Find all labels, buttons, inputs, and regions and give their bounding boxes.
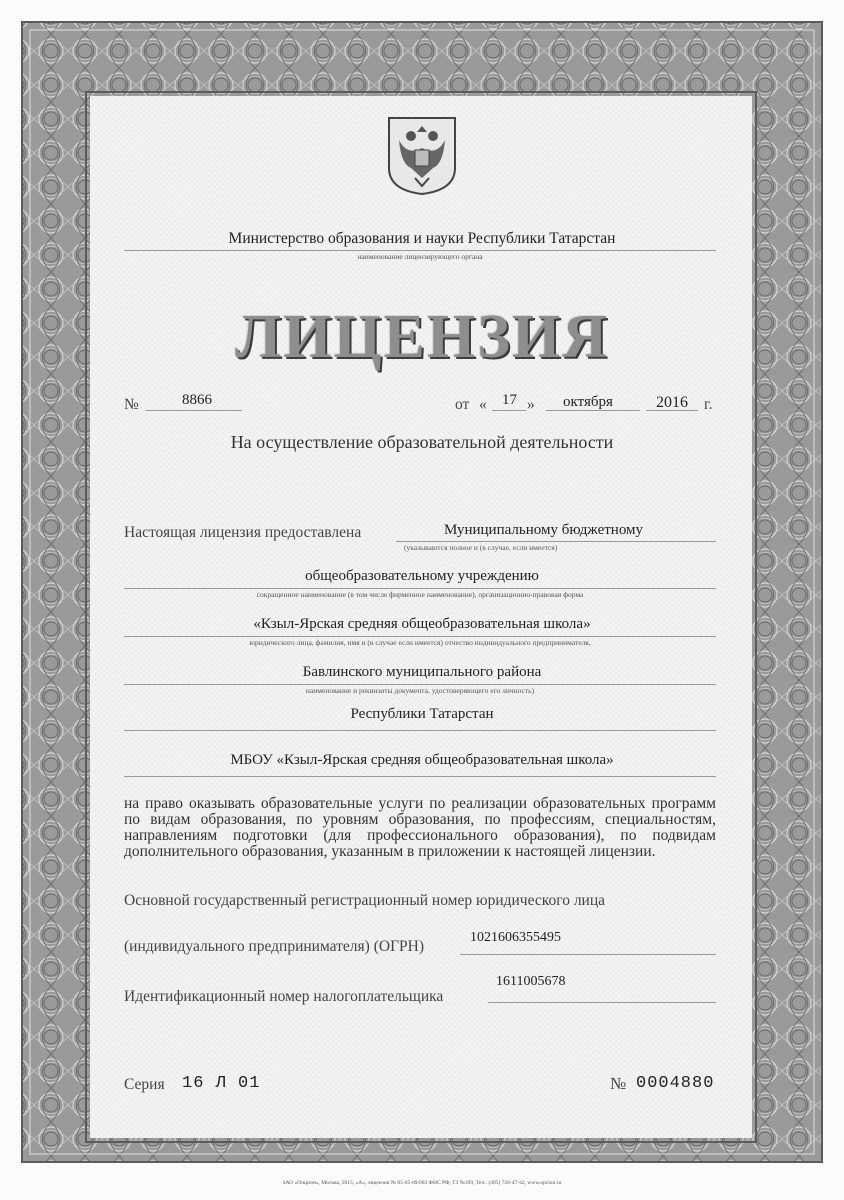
inn-value: 1611005678 xyxy=(496,974,566,989)
form-number: 0004880 xyxy=(636,1074,715,1093)
series-value: 16 Л 01 xyxy=(182,1074,261,1093)
month-underline xyxy=(546,410,640,411)
license-scope-text: на право оказывать образовательные услуги по реализации образовательных программ по видам образования, по уровням образования, по профессиям, специальностям, направлениям подготовки (для профессионального образования), по подвидам дополнительного образования, указанным в приложении к настоящей лицензии. xyxy=(124,795,716,860)
holder-line5-underline xyxy=(124,730,716,731)
coat-of-arms-emblem xyxy=(387,116,457,196)
holder-name-line4: Бавлинского муниципального района xyxy=(302,664,542,680)
holder-line2-underline xyxy=(124,588,716,589)
holder-line3-underline xyxy=(124,636,716,637)
date-quote-open: « xyxy=(479,396,487,413)
printer-imprint: ЗАО «Опцион», Москва, 2015, «А», лицензия № 05-05-09/003 ФНС РФ, ТЗ №399, Тел.: (495) 726-47-42, www.opcion.ru xyxy=(282,1180,562,1186)
number-underline xyxy=(146,410,242,411)
number-label: № xyxy=(124,396,139,413)
date-from-label: от xyxy=(455,396,470,413)
holder-line6-underline xyxy=(124,776,716,777)
license-purpose: На осуществление образовательной деятельности xyxy=(230,432,614,452)
date-quote-close: » xyxy=(527,396,535,413)
inn-underline xyxy=(488,1002,716,1003)
authority-underline xyxy=(124,250,716,251)
holder-short-name: МБОУ «Кзыл-Ярская средняя общеобразовательная школа» xyxy=(230,752,614,768)
license-year: 2016 xyxy=(656,394,688,411)
license-day: 17 xyxy=(502,392,517,408)
ogrn-label-line1: Основной государственный регистрационный номер юридического лица xyxy=(124,892,606,909)
series-label: Серия xyxy=(124,1076,165,1093)
year-underline xyxy=(646,410,698,411)
holder-caption3: юридического лица, фамилия, имя и (в случае если имеется) отчество индивидуального предпринимателя, xyxy=(249,638,591,647)
authority-caption: наименование лицензирующего органа xyxy=(357,252,483,261)
holder-caption2: сокращенное наименование (в том числе фирменное наименование), организационно-правовая форма xyxy=(256,590,584,599)
ogrn-underline xyxy=(460,954,716,955)
holder-name-line2: общеобразовательному учреждению xyxy=(305,568,539,584)
ogrn-value: 1021606355495 xyxy=(470,930,561,945)
licensing-authority: Министерство образования и науки Республики Татарстан xyxy=(228,230,616,247)
day-underline xyxy=(492,410,526,411)
holder-name-line3: «Кзыл-Ярская средняя общеобразовательная школа» xyxy=(253,616,591,632)
holder-name-line5: Республики Татарстан xyxy=(350,706,494,722)
document-title: ЛИЦЕНЗИЯ xyxy=(235,303,609,371)
holder-line1-underline xyxy=(396,541,716,542)
holder-line4-underline xyxy=(124,684,716,685)
year-suffix: г. xyxy=(704,396,713,413)
license-month: октября xyxy=(563,394,613,410)
granted-to-label: Настоящая лицензия предоставлена xyxy=(124,524,362,541)
holder-caption4: наименование и реквизиты документа, удостоверяющего его личность) xyxy=(305,686,535,695)
holder-caption1: (указываются полное и (в случае, если имеется) xyxy=(404,543,558,552)
ogrn-label-line2: (индивидуального предпринимателя) (ОГРН) xyxy=(124,938,425,955)
inn-label: Идентификационный номер налогоплательщика xyxy=(124,988,444,1005)
holder-name-line1: Муниципальному бюджетному xyxy=(444,522,644,538)
license-number: 8866 xyxy=(182,392,212,408)
form-number-label: № xyxy=(610,1074,627,1093)
